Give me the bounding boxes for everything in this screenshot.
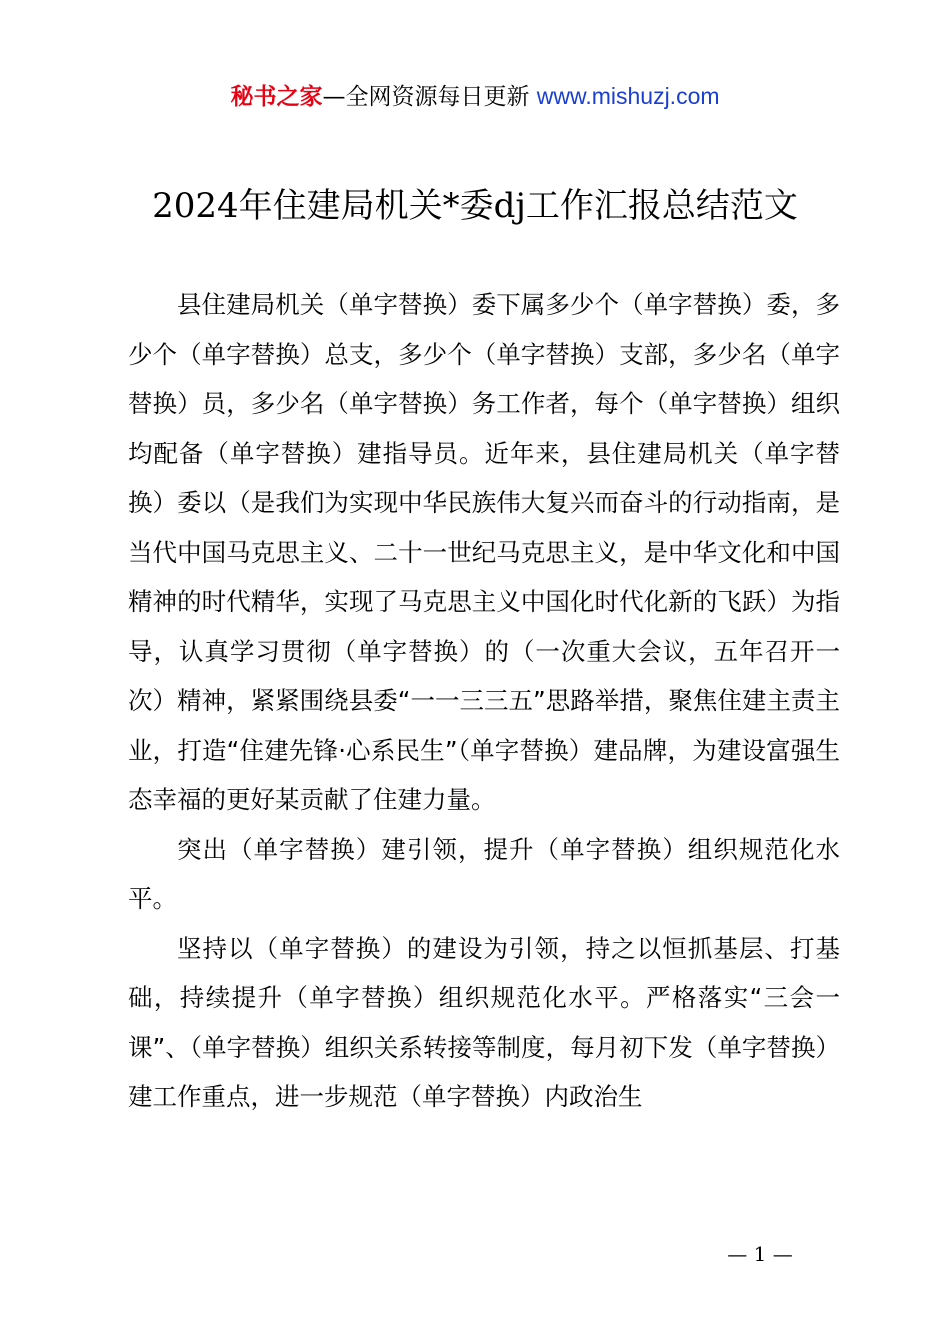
page-number: — 1 — <box>727 1242 793 1266</box>
site-header <box>0 80 950 113</box>
document-body <box>128 280 840 1122</box>
document-title: 2024年住建局机关*委dj工作汇报总结范文 <box>152 186 798 226</box>
paragraph-section-heading: 突出（单字替换）建引领，提升（单字替换）组织规范化水平。 <box>128 834 840 913</box>
site-url-link[interactable]: www.mishuzj.com <box>536 83 720 109</box>
brand-name: 秘书之家 <box>230 84 323 110</box>
paragraph-section-body: 坚持以（单字替换）的建设为引领，持之以恒抓基层、打基础，持续提升（单字替换）组织规范化水平。严格落实“三会一课”、（单字替换）组织关系转接等制度，每月初下发（单字替换）建工作重点，进一步规范（单字替换）内政治生 <box>128 933 840 1111</box>
header-tagline: —全网资源每日更新 <box>322 84 530 110</box>
paragraph-intro: 县住建局机关（单字替换）委下属多少个（单字替换）委，多少个（单字替换）总支，多少个（单字替换）支部，多少名（单字替换）员，多少名（单字替换）务工作者，每个（单字替换）组织均配备（单字替换）建指导员。近年来，县住建局机关（单字替换）委以（是我们为实现中华民族伟大复兴而奋斗的行动指南，是当代中国马克思主义、二十一世纪马克思主义，是中华文化和中国精神的时代精华，实现了马克思主义中国化时代化新的飞跃）为指导，认真学习贯彻（单字替换）的（一次重大会议，五年召开一次）精神，紧紧围绕县委“一一三三五”思路举措，聚焦住建主责主业，打造“住建先锋·心系民生”（单字替换）建品牌，为建设富强生态幸福的更好某贡献了住建力量。 <box>128 290 840 814</box>
